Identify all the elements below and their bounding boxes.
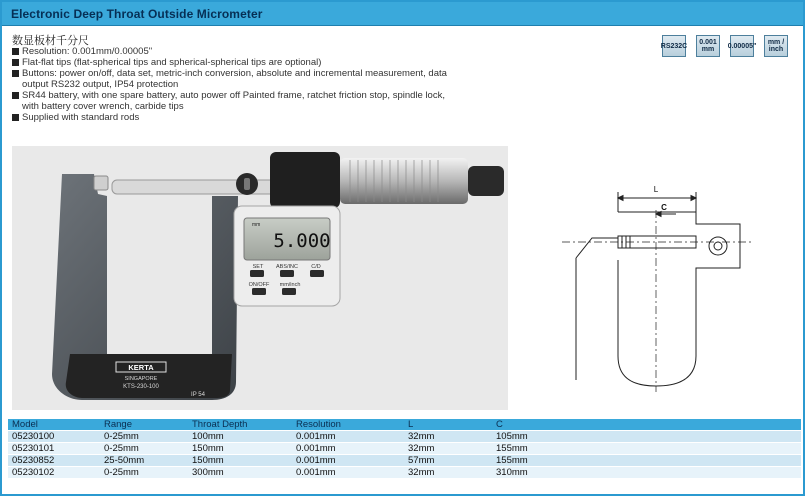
mm-inch-button-label: mm/inch [279, 282, 301, 288]
table-cell: 0.001mm [292, 443, 404, 455]
table-cell: 25-50mm [100, 455, 188, 467]
feature-item: SR44 battery, with one spare battery, auto power off Painted frame, ratchet friction stop, spindle lock, with battery cover wrench, carbide tips [12, 90, 452, 112]
table-cell: 105mm [492, 431, 801, 443]
spec-table [8, 419, 801, 479]
brand-logo: KERTA [128, 363, 154, 372]
title-bar [2, 2, 803, 26]
table-cell: 155mm [492, 443, 801, 455]
table-cell: 32mm [404, 431, 492, 443]
thimble-collar [270, 152, 340, 208]
table-cell: 32mm [404, 467, 492, 479]
column-header: Range [100, 419, 188, 431]
table-cell: 0-25mm [100, 443, 188, 455]
set-button [250, 270, 264, 277]
display-reading: 5.000 [273, 230, 331, 252]
table-cell: 100mm [188, 431, 292, 443]
feature-item: Flat-flat tips (flat-spherical tips and spherical-spherical tips are optional) [12, 57, 452, 68]
rs232c-output-icon: RS232C [662, 35, 686, 57]
technical-drawing [556, 180, 756, 392]
column-header: Throat Depth [188, 419, 292, 431]
cd-button [310, 270, 324, 277]
mm-inch-conversion-icon: mm / inch [764, 35, 788, 57]
resolution-inch-icon: 0.00005" [730, 35, 754, 57]
feature-item: Supplied with standard rods [12, 112, 452, 123]
abs-inc-button [280, 270, 294, 277]
brand-country: SINGAPORE [124, 376, 158, 382]
table-row [8, 443, 801, 455]
table-cell: 150mm [188, 455, 292, 467]
set-button-label: SET [252, 264, 264, 270]
ratchet-knob [468, 166, 504, 196]
table-cell: 0.001mm [292, 431, 404, 443]
product-model: KTS-230-100 [123, 384, 159, 390]
table-cell: 0-25mm [100, 431, 188, 443]
column-header: Resolution [292, 419, 404, 431]
column-header: L [404, 419, 492, 431]
feature-item: Buttons: power on/off, data set, metric-inch conversion, absolute and incremental measurement, data output RS232 output, IP54 protection [12, 68, 452, 90]
column-header: C [492, 419, 801, 431]
dimension-c-label: C [661, 203, 667, 212]
table-cell: 05230102 [8, 467, 100, 479]
table-header-row [8, 419, 801, 431]
table-cell: 150mm [188, 443, 292, 455]
table-cell: 57mm [404, 455, 492, 467]
feature-icons [662, 35, 788, 57]
table-cell: 300mm [188, 467, 292, 479]
on-off-button-label: ON/OFF [248, 282, 270, 288]
table-row [8, 431, 801, 443]
cd-button-label: C/D [311, 264, 321, 270]
table-row [8, 455, 801, 467]
abs-inc-button-label: ABS/INC [275, 264, 299, 270]
table-cell: 05230101 [8, 443, 100, 455]
chinese-title: 数显板材千分尺 [12, 34, 89, 47]
table-cell: 32mm [404, 443, 492, 455]
anvil [94, 176, 108, 190]
table-cell: 0-25mm [100, 467, 188, 479]
column-header: Model [8, 419, 100, 431]
table-row [8, 467, 801, 479]
table-cell: 0.001mm [292, 455, 404, 467]
resolution-metric-icon: 0.001 mm [696, 35, 720, 57]
dimension-l-label: L [653, 185, 659, 194]
product-photo [12, 146, 508, 410]
on-off-button [252, 288, 266, 295]
table-cell: 310mm [492, 467, 801, 479]
feature-item: Resolution: 0.001mm/0.00005" [12, 46, 452, 57]
table-cell: 0.001mm [292, 467, 404, 479]
display-unit: mm [252, 222, 261, 228]
thimble [340, 158, 468, 204]
table-cell: 155mm [492, 455, 801, 467]
feature-list [12, 46, 452, 123]
mm-inch-button [282, 288, 296, 295]
page-title: Electronic Deep Throat Outside Micrometer [11, 7, 263, 21]
table-cell: 05230852 [8, 455, 100, 467]
table-cell: 05230100 [8, 431, 100, 443]
ip-rating: IP 54 [191, 392, 205, 398]
